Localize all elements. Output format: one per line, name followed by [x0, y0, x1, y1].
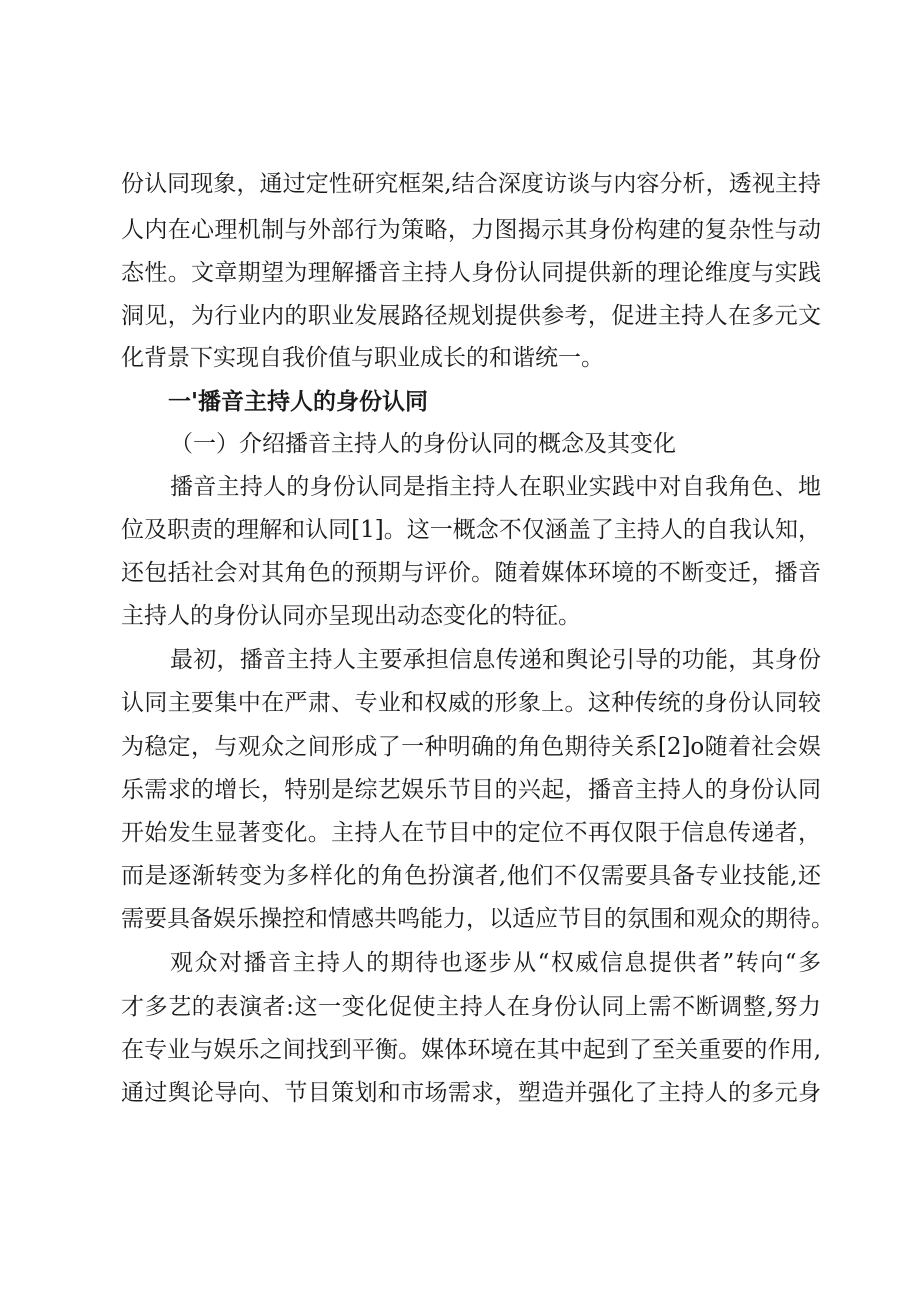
p3-line-3: 在专业与娱乐之间找到平衡。媒体环境在其中起到了至关重要的作用,	[121, 1037, 821, 1063]
p2-line-3: 为稳定，与观众之间形成了一种明确的角色期待关系[2]o随着社会娱	[121, 734, 821, 760]
subsection-heading: （一）介绍播音主持人的身份认同的概念及其变化	[170, 431, 676, 457]
intro-line-5: 化背景下实现自我价值与职业成长的和谐统一。	[121, 345, 604, 371]
p1-line-1: 播音主持人的身份认同是指主持人在职业实践中对自我角色、地	[170, 474, 821, 500]
p2-line-7: 需要具备娱乐操控和情感共鸣能力，以适应节目的氛围和观众的期待。	[121, 906, 834, 932]
p1-line-2: 位及职责的理解和认同[1]。这一概念不仅涵盖了主持人的自我认知，	[121, 517, 821, 543]
p3-line-1: 观众对播音主持人的期待也逐步从“权威信息提供者”转向“多	[170, 950, 821, 976]
intro-line-3: 态性。文章期望为理解播音主持人身份认同提供新的理论维度与实践	[121, 260, 821, 286]
p1-line-3: 还包括社会对其角色的预期与评价。随着媒体环境的不断变迁，播音	[121, 560, 821, 586]
p1-line-4: 主持人的身份认同亦呈现出动态变化的特征。	[121, 603, 581, 629]
p2-line-2: 认同主要集中在严肃、专业和权威的形象上。这种传统的身份认同较	[121, 690, 821, 716]
intro-line-2: 人内在心理机制与外部行为策略，力图揭示其身份构建的复杂性与动	[121, 217, 821, 243]
p2-line-4: 乐需求的增长，特别是综艺娱乐节目的兴起，播音主持人的身份认同	[121, 777, 821, 803]
p2-line-1: 最初，播音主持人主要承担信息传递和舆论引导的功能，其身份	[170, 647, 821, 673]
intro-line-4: 洞见，为行业内的职业发展路径规划提供参考，促进主持人在多元文	[121, 303, 821, 329]
section-heading: 一'播音主持人的身份认同	[168, 389, 429, 415]
intro-line-1: 份认同现象，通过定性研究框架,结合深度访谈与内容分析，透视主持	[121, 171, 821, 197]
p2-line-5: 开始发生显著变化。主持人在节目中的定位不再仅限于信息传递者，	[121, 820, 821, 846]
p3-line-2: 才多艺的表演者:这一变化促使主持人在身份认同上需不断调整,努力	[121, 994, 821, 1020]
p3-line-4: 通过舆论导向、节目策划和市场需求，塑造并强化了主持人的多元身	[121, 1080, 821, 1106]
p2-line-6: 而是逐渐转变为多样化的角色扮演者,他们不仅需要具备专业技能,还	[121, 863, 821, 889]
